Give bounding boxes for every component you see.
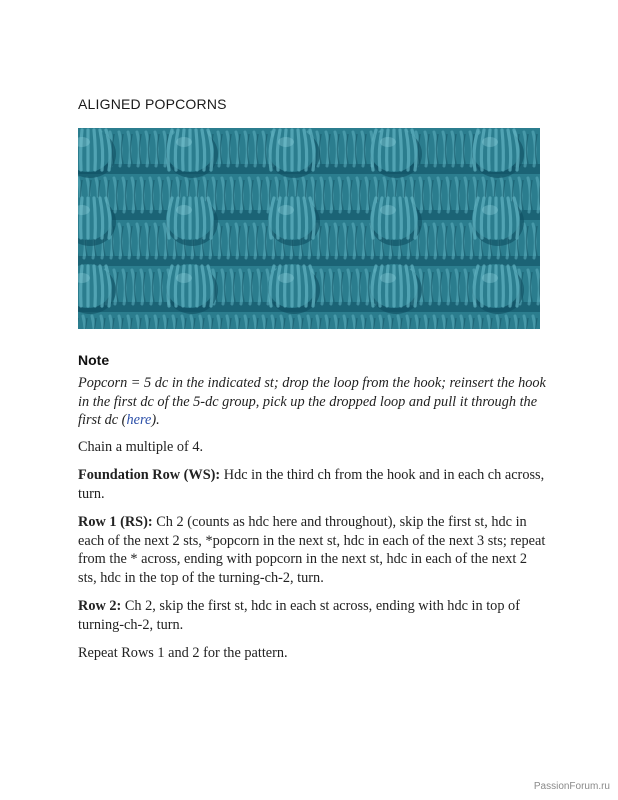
note-text	[78, 374, 548, 430]
row-1-text: Ch 2 (counts as hdc here and throughout), skip the first st, hdc in each of the next 2 sts, *popcorn in the next st, hdc in each of the next 3 sts; repeat from the * across, ending with popcorn in the next st, hdc in each of the next 2 sts, hdc in the top of the turning-ch-2, turn.	[78, 514, 546, 586]
note-text-after: ).	[151, 412, 160, 428]
row-2	[78, 597, 548, 634]
crochet-swatch-photo	[78, 128, 540, 329]
row-2-label: Row 2:	[78, 598, 122, 614]
note-text-before: Popcorn = 5 dc in the indicated st; drop the loop from the hook; reinsert the hook in the first dc of the 5-dc group, pick up the dropped loop and pull it through the first dc (	[78, 375, 546, 428]
foundation-row-text: Hdc in the third ch from the hook and in each ch across, turn.	[78, 467, 545, 502]
foundation-row	[78, 466, 548, 503]
row-2-text: Ch 2, skip the first st, hdc in each st across, ending with hdc in top of turning-ch-2, turn.	[78, 598, 520, 633]
here-link[interactable]: here	[126, 412, 152, 428]
watermark: PassionForum.ru	[533, 781, 610, 792]
pattern-title: ALIGNED POPCORNS	[78, 96, 227, 112]
pattern-instructions	[78, 374, 548, 673]
row-1-label: Row 1 (RS):	[78, 514, 153, 530]
chain-instruction: Chain a multiple of 4.	[78, 438, 204, 455]
foundation-row-label: Foundation Row (WS):	[78, 467, 221, 483]
note-heading: Note	[78, 352, 110, 368]
row-1	[78, 513, 548, 587]
repeat-instruction: Repeat Rows 1 and 2 for the pattern.	[78, 645, 288, 661]
